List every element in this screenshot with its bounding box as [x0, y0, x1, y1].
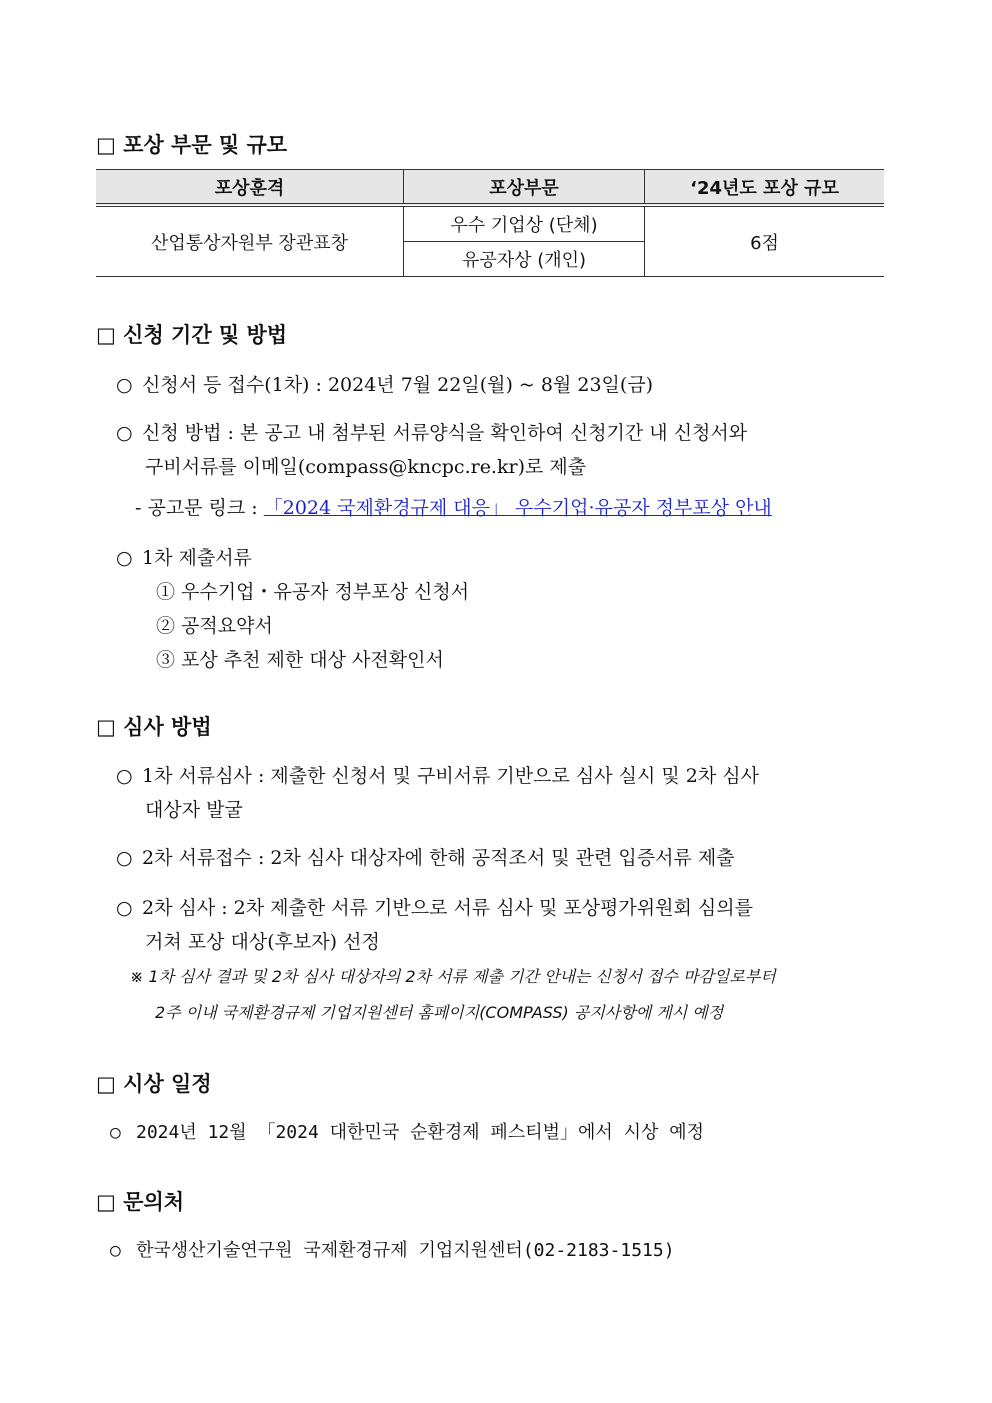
- review-note-line2: 2주 이내 국제환경규제 기업지원센터 홈페이지(COMPASS) 공지사항에 게시 예정: [155, 1003, 724, 1022]
- apply-period: [116, 368, 653, 402]
- table-row: [96, 205, 884, 242]
- review-note-line1: ※ 1차 심사 결과 및 2차 심사 대상자의 2차 서류 제출 기간 안내는 신청서 접수 마감일로부터: [130, 967, 776, 986]
- review-item-1-line2: 대상자 발굴: [145, 799, 243, 821]
- header-category: 포상부문: [404, 170, 645, 206]
- section-title-contact: □ 문의처: [96, 1190, 185, 1214]
- review-item-3-line2: 거쳐 포상 대상(후보자) 선정: [145, 931, 380, 953]
- bullet-icon: ○: [110, 1240, 121, 1261]
- list-item: ③ 포상 추천 제한 대상 사전확인서: [156, 649, 444, 671]
- review-item-2: [116, 841, 735, 875]
- bullet-icon: ○: [116, 422, 133, 444]
- ceremony-text: 2024년 12월 「2024 대한민국 순환경제 페스티벌」에서 시상 예정: [136, 1122, 704, 1143]
- apply-method: [116, 416, 747, 450]
- section-title-apply: □ 신청 기간 및 방법: [96, 323, 288, 347]
- notice-link-line: [135, 491, 772, 525]
- cell-category-group: 우수 기업상 (단체): [404, 205, 645, 242]
- review-item-2-text: 2차 서류접수 : 2차 심사 대상자에 한해 공적조서 및 관련 입증서류 제출: [142, 847, 735, 869]
- header-scale: ‘24년도 포상 규모: [645, 170, 885, 206]
- notice-link-prefix: - 공고문 링크 :: [135, 497, 264, 519]
- bullet-icon: ○: [116, 897, 133, 919]
- apply-docs-title: 1차 제출서류: [142, 547, 252, 569]
- header-grade: 포상훈격: [96, 170, 404, 206]
- contact-item: [110, 1234, 675, 1268]
- apply-period-text: 신청서 등 접수(1차) : 2024년 7월 22일(월) ~ 8월 23일(금): [142, 374, 654, 396]
- contact-text: 한국생산기술연구원 국제환경규제 기업지원센터(02-2183-1515): [136, 1240, 675, 1261]
- apply-method-line2: 구비서류를 이메일(compass@kncpc.re.kr)로 제출: [145, 456, 587, 478]
- cell-scale: 6점: [645, 205, 885, 277]
- apply-docs: [116, 541, 252, 575]
- bullet-icon: ○: [116, 547, 133, 569]
- ceremony-item: [110, 1116, 704, 1150]
- section-title-award: □ 포상 부문 및 규모: [96, 133, 288, 157]
- cell-category-individual: 유공자상 (개인): [404, 242, 645, 277]
- list-item: ① 우수기업・유공자 정부포상 신청서: [156, 581, 470, 603]
- table-header-row: [96, 170, 884, 206]
- cell-grade: 산업통상자원부 장관표창: [96, 205, 404, 277]
- review-item-3-line1: 2차 심사 : 2차 제출한 서류 기반으로 서류 심사 및 포상평가위원회 심의를: [142, 897, 753, 919]
- bullet-icon: ○: [116, 765, 133, 787]
- review-item-3: [116, 891, 753, 925]
- bullet-icon: ○: [116, 374, 133, 396]
- list-item: ② 공적요약서: [156, 615, 273, 637]
- section-title-review: □ 심사 방법: [96, 715, 212, 739]
- review-item-1: [116, 759, 759, 793]
- review-item-1-line1: 1차 서류심사 : 제출한 신청서 및 구비서류 기반으로 심사 실시 및 2차 심사: [142, 765, 759, 787]
- apply-method-line1: 신청 방법 : 본 공고 내 첨부된 서류양식을 확인하여 신청기간 내 신청서와: [142, 422, 748, 444]
- bullet-icon: ○: [116, 847, 133, 869]
- award-table: [96, 169, 884, 277]
- notice-link[interactable]: 「2024 국제환경규제 대응」 우수기업·유공자 정부포상 안내: [263, 497, 772, 519]
- section-title-ceremony: □ 시상 일정: [96, 1072, 212, 1096]
- bullet-icon: ○: [110, 1122, 121, 1143]
